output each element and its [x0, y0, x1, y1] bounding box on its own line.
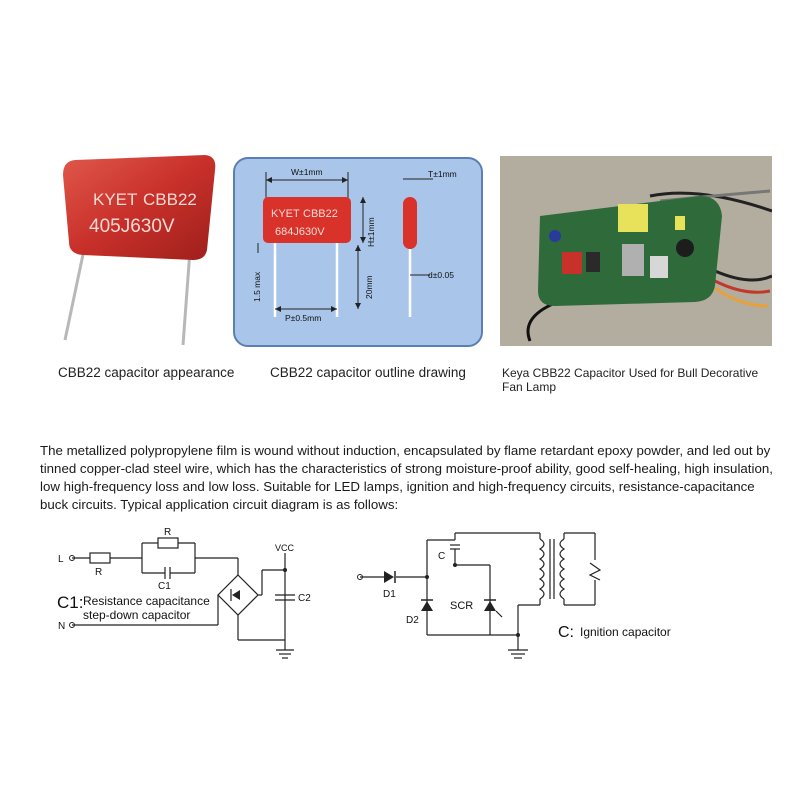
label-d2: D2: [406, 615, 419, 626]
note-c-tag: C:: [558, 624, 574, 641]
capacitor-model-text: CBB22: [143, 190, 197, 209]
capacitor-photo: [55, 150, 225, 350]
caption-appearance: CBB22 capacitor appearance: [58, 365, 235, 380]
label-l: L: [58, 554, 64, 565]
capacitor-brand-text: KYET: [93, 190, 138, 209]
drawing-value-text: 684J630V: [275, 226, 325, 238]
description-paragraph: The metallized polypropylene film is wound without induction, encapsulated by flame retardant epoxy powder, and led out by tinned copper-clad steel wire, which has the characteristics of strong moisture-proof ability, good self-healing, high insulation, low high-frequency loss and low loss. Suitable for LED lamps, ignition and high-frequency circuits, resistance-capacitance buck circuits. Typical application circuit diagram is as follows:: [40, 443, 773, 512]
label-d1: D1: [383, 589, 396, 600]
outline-drawing: [233, 157, 483, 347]
dim-h-label: H±1mm: [366, 217, 376, 247]
capacitor-value-text: 405J630V: [89, 216, 175, 237]
label-r-left: R: [95, 567, 103, 578]
drawing-model-text: CBB22: [303, 208, 338, 220]
note-c-text: Ignition capacitor: [580, 625, 671, 639]
label-r-top: R: [164, 527, 172, 538]
drawing-brand-text: KYET: [271, 208, 300, 220]
pcb-photo: [500, 156, 772, 346]
dim-len-label: 20mm: [364, 275, 374, 299]
note-c1-line1: Resistance capacitance: [83, 594, 210, 608]
dim-p-label: P±0.5mm: [285, 313, 322, 323]
caption-outline: CBB22 capacitor outline drawing: [270, 365, 466, 380]
label-scr: SCR: [450, 600, 474, 612]
label-c2: C2: [298, 593, 311, 604]
circuit-diagram-ignition: [350, 525, 690, 665]
dim-lead-label: 1.5 max: [252, 271, 262, 302]
label-n: N: [58, 621, 66, 632]
note-c1-tag: C1:: [57, 593, 84, 612]
label-c1: C1: [158, 581, 171, 592]
dim-d-label: d±0.05: [428, 270, 454, 280]
label-c: C: [438, 551, 446, 562]
dim-t-label: T±1mm: [428, 169, 457, 179]
dim-w-label: W±1mm: [291, 167, 323, 177]
caption-application: Keya CBB22 Capacitor Used for Bull Decorative Fan Lamp: [502, 366, 759, 394]
circuit-diagram-rc-buck: [40, 525, 340, 665]
note-c1-line2: step-down capacitor: [83, 608, 191, 622]
label-vcc: VCC: [275, 543, 295, 553]
